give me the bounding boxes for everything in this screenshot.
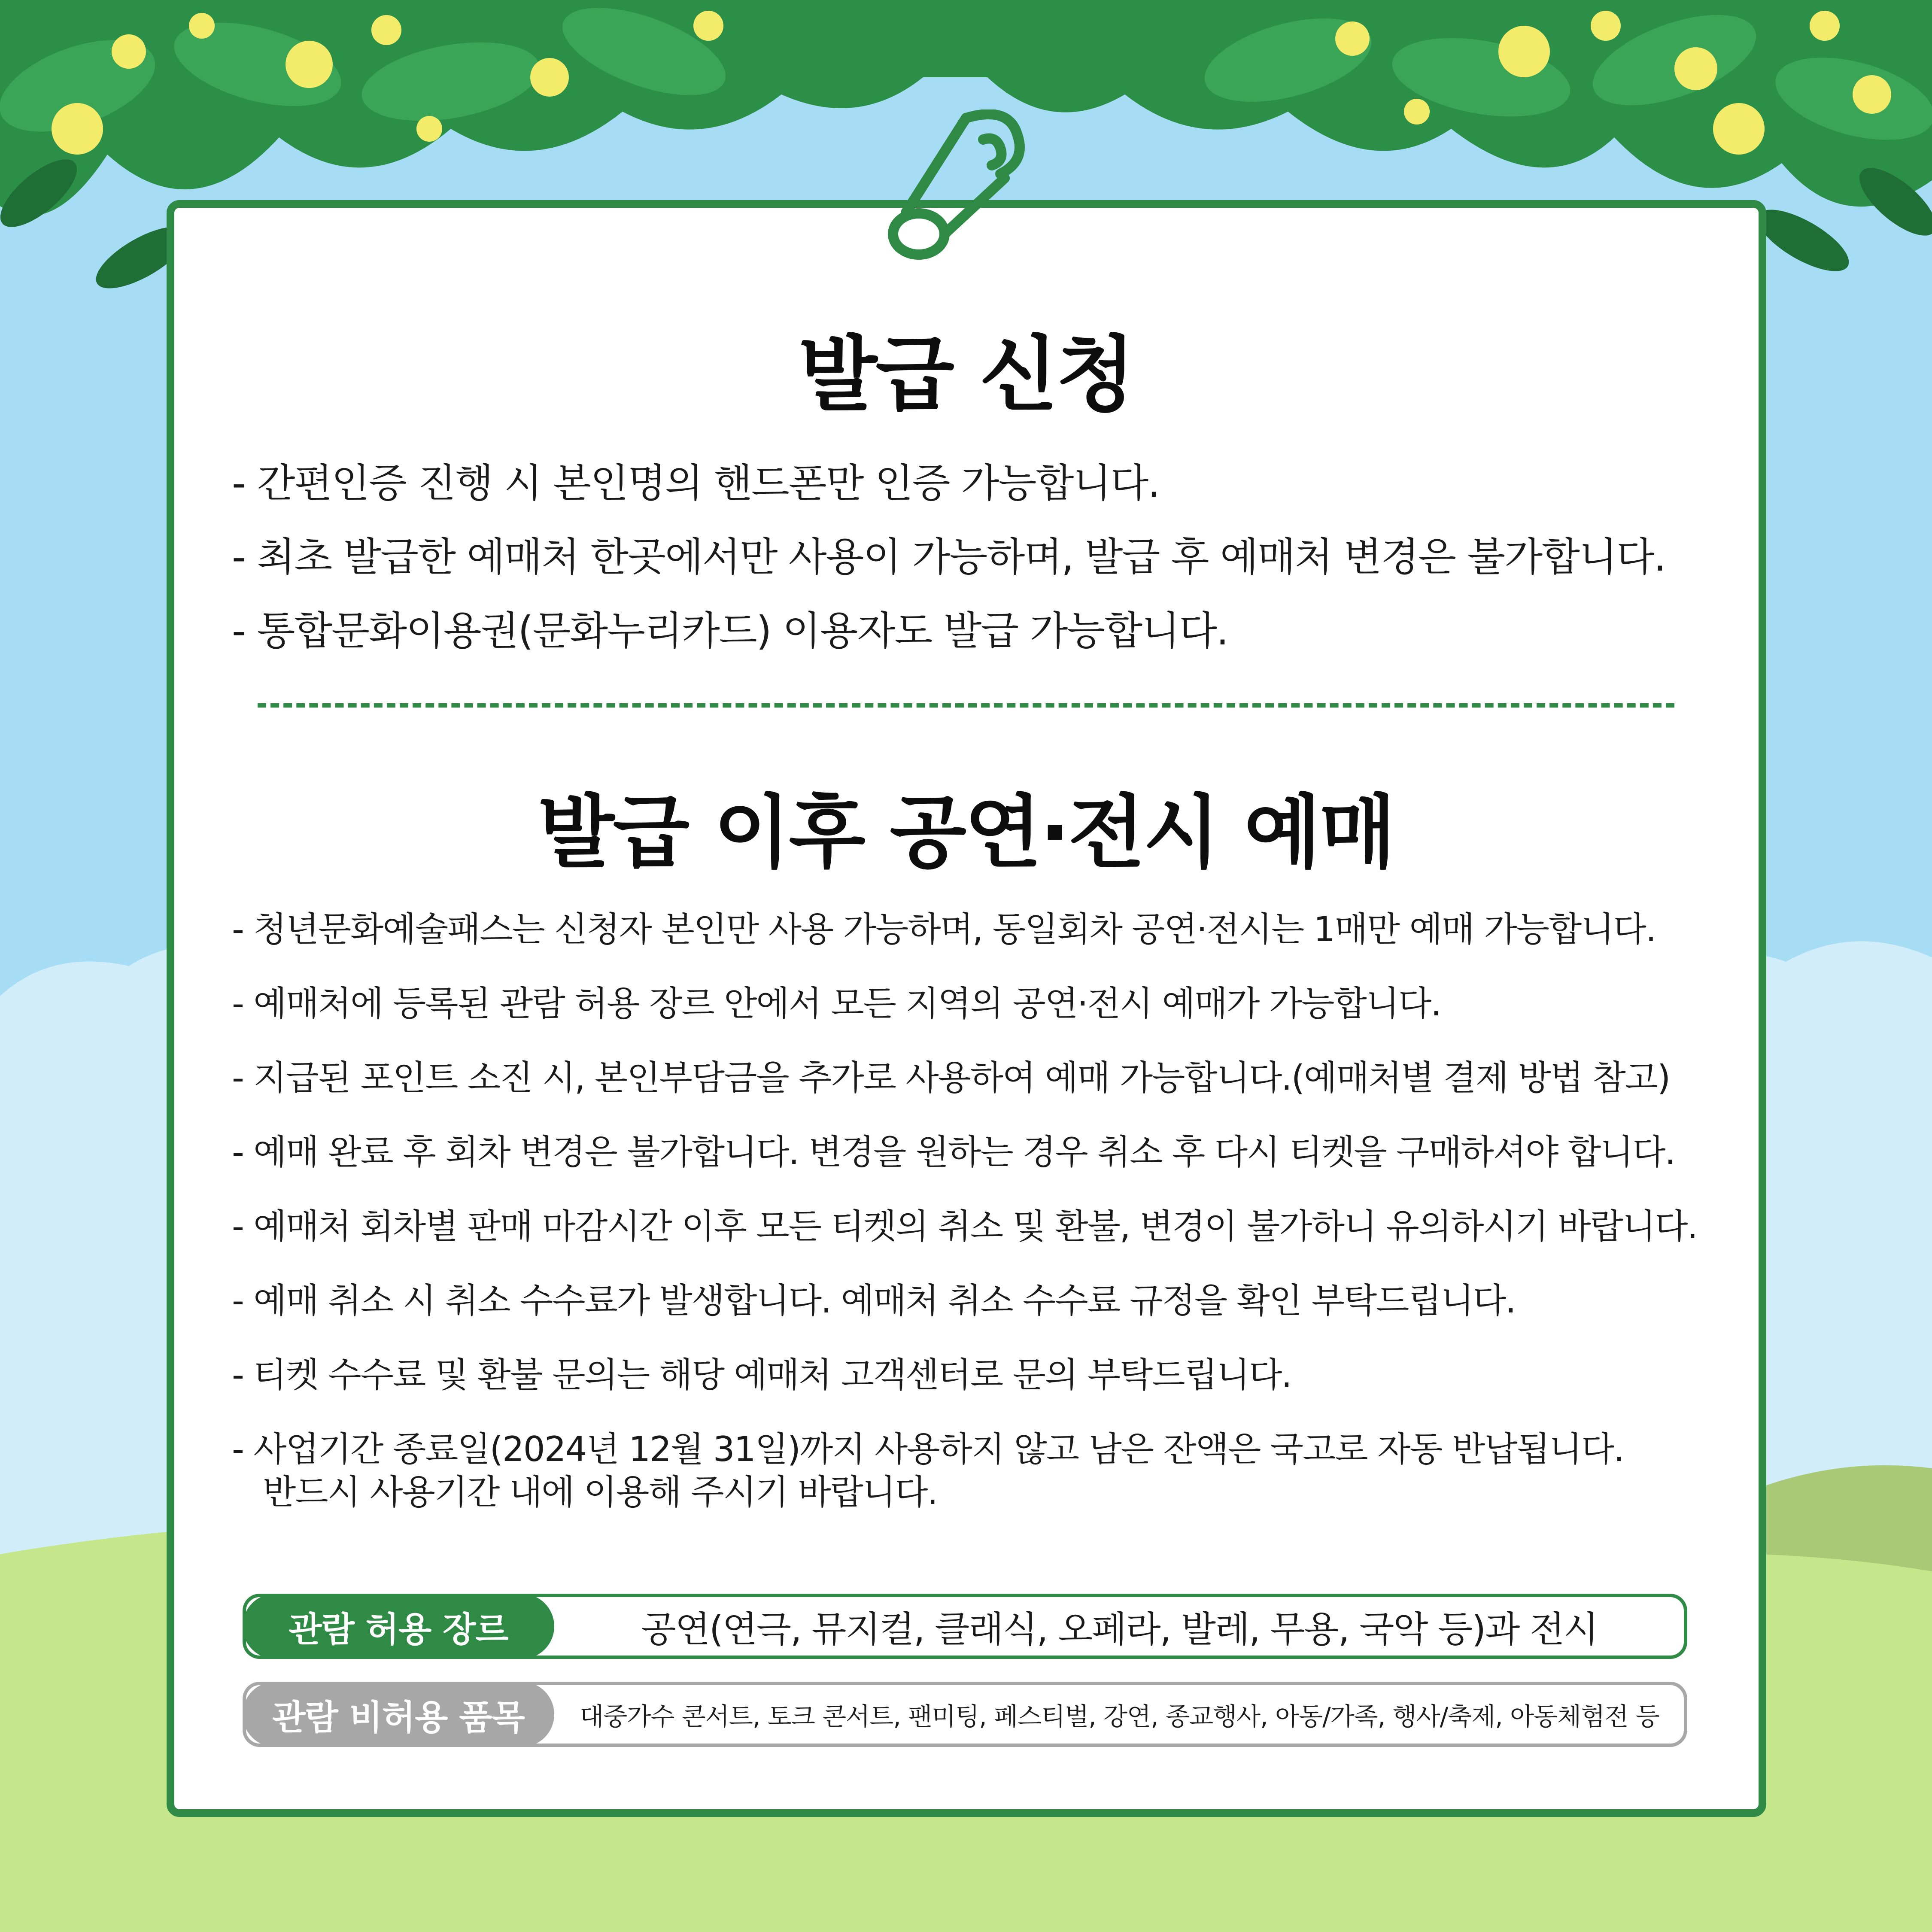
list-item-line: 반드시 사용기간 내에 이용해 주시기 바랍니다. [263,1472,937,1512]
list-item: - 티켓 수수료 및 환불 문의는 해당 예매처 고객센터로 문의 부탁드립니다. [232,1355,1291,1395]
list-item-multiline [232,1428,1713,1514]
list-item: - 예매 취소 시 취소 수수료가 발생합니다. 예매처 취소 수수료 규정을 확인 부탁드립니다. [232,1281,1516,1321]
list-item: - 예매처 회차별 판매 마감시간 이후 모든 티켓의 취소 및 환불, 변경이 불가하니 유의하시기 바랍니다. [232,1206,1697,1246]
section-issue-title: 발급 신청 [798,327,1134,422]
list-item: - 지급된 포인트 소진 시, 본인부담금을 추가로 사용하여 예매 가능합니다.(예매처별 결제 방법 참고) [232,1058,1670,1098]
allowed-genre-label: 관람 허용 장르 [243,1594,554,1659]
list-item: - 통합문화이용권(문화누리카드) 이용자도 발급 가능합니다. [232,608,1228,654]
section-booking-title: 발급 이후 공연·전시 예매 [538,786,1394,879]
denied-items-row [243,1682,1687,1747]
safety-pin-icon [880,109,1060,268]
list-item: - 최초 발급한 예매처 한곳에서만 사용이 가능하며, 발급 후 예매처 변경은 불가합니다. [232,534,1666,580]
denied-items-label: 관람 비허용 품목 [243,1682,554,1747]
list-item-line: - 사업기간 종료일(2024년 12월 31일)까지 사용하지 않고 남은 잔액은 국고로 자동 반납됩니다. [232,1429,1624,1469]
list-item: - 간편인증 진행 시 본인명의 핸드폰만 인증 가능합니다. [232,460,1160,506]
dashed-divider [258,703,1674,708]
denied-items-value: 대중가수 콘서트, 토크 콘서트, 팬미팅, 페스티벌, 강연, 종교행사, 아동/가족, 행사/축제, 아동체험전 등 [580,1702,1659,1731]
allowed-genre-row [243,1594,1687,1659]
allowed-genre-value: 공연(연극, 뮤지컬, 클래식, 오페라, 발레, 무용, 국악 등)과 전시 [641,1608,1598,1650]
list-item: - 예매 완료 후 회차 변경은 불가합니다. 변경을 원하는 경우 취소 후 다시 티켓을 구매하셔야 합니다. [232,1132,1675,1172]
list-item: - 예매처에 등록된 관람 허용 장르 안에서 모든 지역의 공연·전시 예매가 가능합니다. [232,984,1441,1024]
booking-notes-list [232,908,1713,1545]
list-item: - 청년문화예술패스는 신청자 본인만 사용 가능하며, 동일회차 공연·전시는 1매만 예매 가능합니다. [232,909,1656,949]
issue-notes-list [232,447,1735,668]
